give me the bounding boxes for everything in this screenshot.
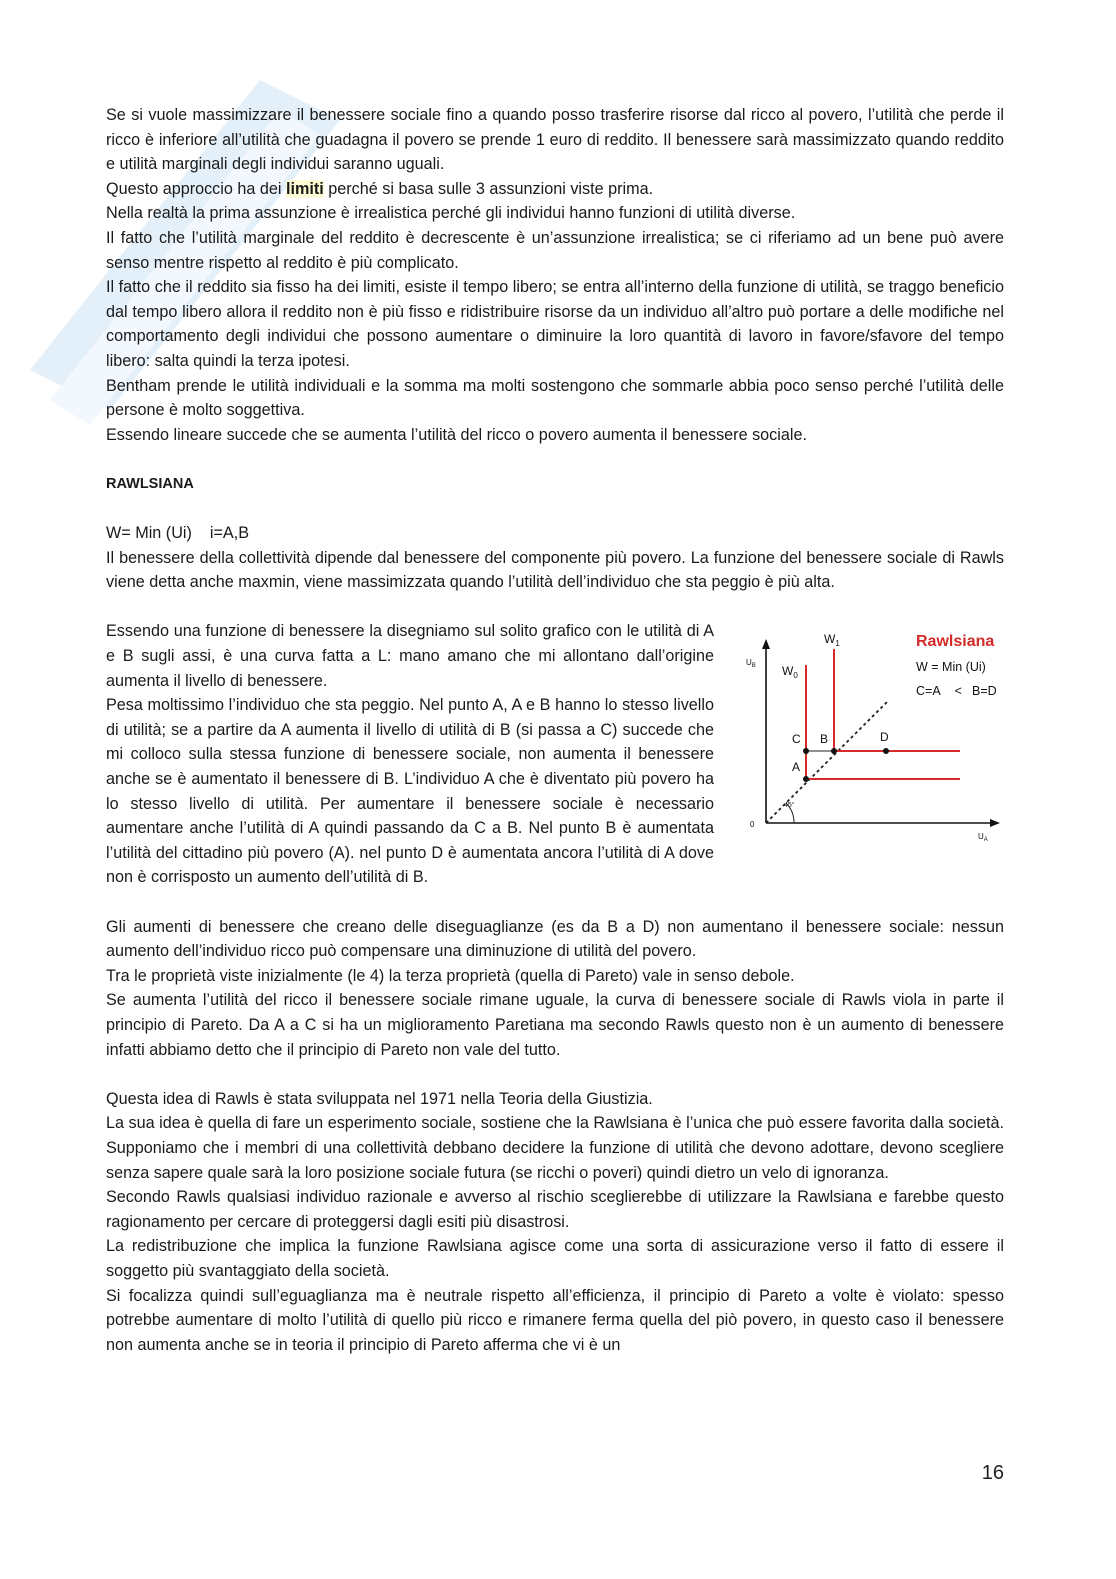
paragraph: Pesa moltissimo l’individuo che sta peggio. Nel punto A, A e B hanno lo stesso livello di utilità; se a partire da A aumenta il livello di utilità di B (si passa a C) succede che mi colloco sulla stessa funzione di benessere sociale, non aumenta il benessere anche se è aumentato il benessere di B. L’individuo A che è diventato più povero ha lo stesso livello di utilità. Per aumentare il benessere sociale è necessario aumentare anche l’utilità di A quindi passando da C a B. Nel punto B è aumentata l’utilità del cittadino più povero (A). nel punto D è aumentata ancora l’utilità di A dove non è corrisposto un aumento dell’utilità di B. (106, 696, 714, 887)
paragraph: Nella realtà la prima assunzione è irrealistica perché gli individui hanno funzioni di utilità diverse. (106, 204, 796, 223)
paragraph: Il fatto che il reddito sia fisso ha dei limiti, esiste il tempo libero; se entra all’interno della funzione di utilità, se traggo beneficio dal tempo libero allora il reddito non è più fisso e ridistribuire risorse da un individuo all’altro può portare a delle modifiche nel comportamento degli individui che possono aumentare o diminuire la loro quantità di lavoro in favore/sfavore del tempo libero: salta quindi la terza ipotesi. (106, 278, 1004, 370)
w0-label: $W_0$ (782, 664, 798, 681)
x-axis-label: $U_A$ (978, 832, 988, 844)
y-axis-arrow (762, 639, 770, 649)
paragraph: Questa idea di Rawls è stata sviluppata nel 1971 nella Teoria della Giustizia. (106, 1089, 653, 1108)
point-d-label: D (880, 730, 889, 745)
chart-title: Rawlsiana (916, 633, 995, 651)
paragraph: Se si vuole massimizzare il benessere sociale fino a quando posso trasferire risorse dal ricco al povero, l’utilità che perde il ricco è inferiore all’utilità che guadagna il povero se prende 1 euro di reddito. Il benessere sarà massimizzato quando reddito e utilità marginali degli individui saranno uguali. (106, 106, 1004, 174)
point-c-label: C (792, 732, 801, 747)
point-c (803, 748, 809, 754)
paragraph: Il fatto che l’utilità marginale del reddito è decrescente è un’assunzione irrealistica; se ci riferiamo ad un bene può avere senso mentre rispetto al reddito è più complicato. (106, 228, 1004, 272)
text-run: perché si basa sulle 3 assunzioni viste prima. (323, 179, 654, 198)
paragraph: Secondo Rawls qualsiasi individuo razionale e avverso al rischio sceglierebbe di utilizzare la Rawlsiana e farebbe questo ragionamento per cercare di proteggersi dagli esiti più disastrosi. (106, 1188, 1004, 1231)
point-b (831, 748, 837, 754)
chart-formula: W = Min (Ui) (916, 660, 986, 675)
angle-label: 45° (784, 802, 795, 810)
paragraph: Il benessere della collettività dipende dal benessere del componente più povero. La funzione del benessere sociale di Rawls viene detta anche maxmin, viene massimizzata quando l’utilità dell’individuo che sta peggio è più alta. (106, 548, 1004, 592)
text-run: Questo approccio ha dei (106, 179, 286, 198)
paragraph: Essendo una funzione di benessere la disegniamo sul solito grafico con le utilità di A e B sugli assi, è una curva fatta a L: mano amano che mi allontano dall’origine aumenta il livello di benessere. (106, 622, 714, 690)
formula: W= Min (Ui) i=A,B (106, 524, 250, 543)
document-page (106, 103, 1004, 1357)
point-a (803, 776, 809, 782)
origin-label: 0 (750, 820, 755, 830)
point-b-label: B (820, 732, 829, 747)
paragraph (106, 177, 1004, 202)
paragraph: Bentham prende le utilità individuali e la somma ma molti sostengono che sommarle abbia poco senso perché l’utilità delle persone è molto soggettiva. (106, 376, 1004, 420)
rawlsian-welfare-chart (736, 625, 1004, 847)
paragraph: La redistribuzione che implica la funzione Rawlsiana agisce come una sorta di assicurazione verso il fatto di essere il soggetto più svantaggiato della società. (106, 1237, 1004, 1280)
paragraph: Se aumenta l’utilità del ricco il benessere sociale rimane uguale, la curva di benessere sociale di Rawls viola in parte il principio di Pareto. Da A a C si ha un miglioramento Paretiana ma secondo Rawls questo non è un aumento di benessere infatti abbiamo detto che il principio di Pareto non vale del tutto. (106, 991, 1004, 1059)
bold-term-limiti: limiti (285, 179, 324, 198)
y-axis-label: $U_B$ (746, 658, 756, 670)
paragraph: Tra le proprietà viste inizialmente (le 4) la terza proprietà (quella di Pareto) vale in senso debole. (106, 966, 795, 985)
paragraph: Gli aumenti di benessere che creano delle diseguaglianze (es da B a D) non aumentano il benessere sociale: nessun aumento dell’individuo ricco può compensare una diminuzione di utilità del povero. (106, 917, 1004, 961)
point-a-label: A (792, 760, 801, 775)
welfare-curve-w0 (806, 665, 960, 779)
paragraph: La sua idea è quella di fare un esperimento sociale, sostiene che la Rawlsiana è l’unica che può essere favorita dalla società. Supponiamo che i membri di una collettività debbano decidere la funzione di utilità che devono adottare, devono scegliere senza sapere quale sarà la loro posizione sociale futura (se ricchi o poveri) quindi dietro un velo di ignoranza. (106, 1114, 1004, 1182)
section-heading: RAWLSIANA (106, 475, 194, 492)
point-d (883, 748, 889, 754)
x-axis-arrow (990, 819, 1000, 827)
page-number: 16 (981, 1462, 1004, 1484)
w1-label: $W_1$ (824, 632, 840, 649)
paragraph: Essendo lineare succede che se aumenta l’utilità del ricco o povero aumenta il benessere sociale. (106, 425, 807, 444)
paragraph: Si focalizza quindi sull’eguaglianza ma è neutrale rispetto all’efficienza, il principio di Pareto a volte è violato: spesso potrebbe aumentare di molto l’utilità di quello più ricco e rimanere ferma quella del piò povero, in questo caso il benessere non aumenta anche se in teoria il principio di Pareto afferma che vi è un (106, 1286, 1004, 1354)
chart-relation: C=A < B=D (916, 684, 997, 699)
